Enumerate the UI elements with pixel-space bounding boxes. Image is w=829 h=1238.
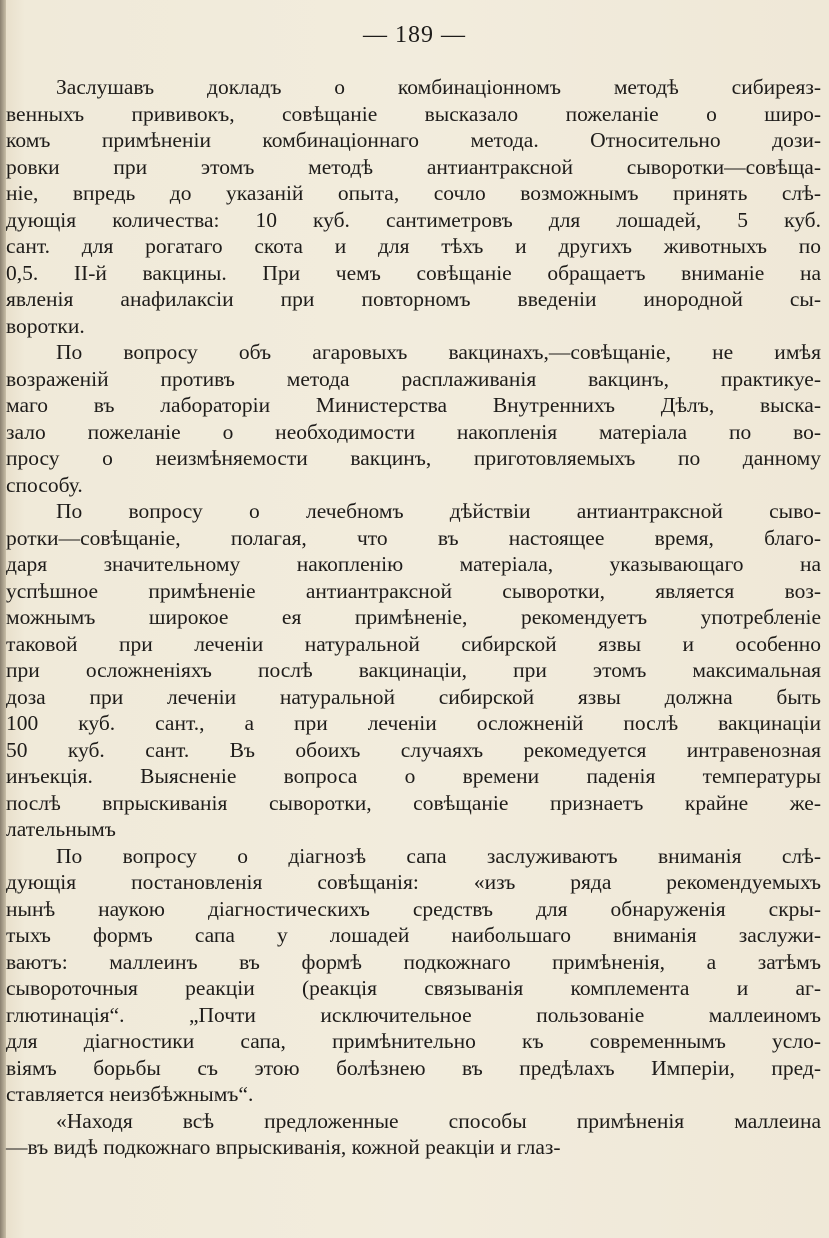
text-line: просу о неизмѣняемости вакцинъ, приготовляемыхъ по данному — [6, 446, 821, 470]
text-line: ніе, впредь до указаній опыта, сочло возможнымъ принять слѣ- — [6, 181, 821, 205]
text-line: дующія количества: 10 куб. сантиметровъ для лошадей, 5 куб. — [6, 207, 821, 232]
text-line: дующія постановленія совѣщанія: «изъ ряда рекомендуемыхъ — [6, 870, 821, 894]
text-line: віямъ борьбы съ этою болѣзнею въ предѣлахъ Имперіи, пред- — [6, 1055, 821, 1080]
text-line: Заслушавъ докладъ о комбинаціонномъ методѣ сибиреяз- — [56, 75, 821, 99]
text-line: венныхъ прививокъ, совѣщаніе высказало пожеланіе о широ- — [6, 101, 821, 126]
text-line: По вопросу о лечебномъ дѣйствіи антиантраксной сыво- — [56, 499, 821, 523]
text-line: явленія анафилаксіи при повторномъ введеніи инородной сы- — [6, 287, 821, 311]
text-line: По вопросу о діагнозѣ сапа заслуживаютъ вниманія слѣ- — [56, 843, 821, 868]
text-line: лательнымъ — [6, 817, 116, 841]
text-line: ротки—совѣщаніе, полагая, что въ настоящее время, благо- — [6, 525, 821, 550]
text-line: комъ примѣненіи комбинаціоннаго метода. Относительно дози- — [6, 128, 821, 152]
text-line: успѣшное примѣненіе антиантраксной сыворотки, является воз- — [6, 578, 821, 603]
text-line: можнымъ широкое ея примѣненіе, рекомендуетъ употребленіе — [6, 605, 821, 629]
body-text — [6, 74, 821, 1161]
text-line: ваютъ: маллеинъ въ формѣ подкожнаго примѣненія, а затѣмъ — [6, 949, 821, 974]
text-line: послѣ впрыскиванія сыворотки, совѣщаніе признаетъ крайне же- — [6, 790, 821, 815]
text-line: при осложненіяхъ послѣ вакцинаціи, при этомъ максимальная — [6, 658, 821, 682]
text-line: инъекція. Выясненіе вопроса о времени паденія температуры — [6, 764, 821, 788]
text-line: 100 куб. сант., а при леченіи осложненій послѣ вакцинаціи — [6, 711, 821, 735]
page-number: — 189 — — [363, 22, 466, 48]
text-line: 50 куб. сант. Въ обоихъ случаяхъ рекомедуется интравенозная — [6, 737, 821, 762]
text-line: способу. — [6, 472, 83, 497]
text-line: сывороточныя реакціи (реакція связыванія комплемента и аг- — [6, 976, 821, 1000]
text-line: даря значительному накопленію матеріала, указывающаго на — [6, 552, 821, 576]
text-line: таковой при леченіи натуральной сибирской язвы и особенно — [6, 631, 821, 656]
text-line: —въ видѣ подкожнаго впрыскиванія, кожной реакціи и глаз- — [6, 1135, 561, 1159]
text-line: возраженій противъ метода расплаживанія вакцинъ, практикуе- — [6, 366, 821, 391]
text-line: тыхъ формъ сапа у лошадей наибольшаго вниманія заслужи- — [6, 923, 821, 947]
text-line: для діагностики сапа, примѣнительно къ современнымъ усло- — [6, 1029, 821, 1053]
text-line: воротки. — [6, 313, 85, 338]
text-line: «Находя всѣ предложенные способы примѣненія маллеина — [56, 1108, 821, 1133]
text-line: По вопросу объ агаровыхъ вакцинахъ,—совѣщаніе, не имѣя — [56, 340, 821, 364]
text-line: доза при леченіи натуральной сибирской язвы должна быть — [6, 684, 821, 709]
text-line: нынѣ наукою діагностическихъ средствъ для обнаруженія скры- — [6, 896, 821, 921]
text-line: ровки при этомъ методѣ антиантраксной сыворотки—совѣща- — [6, 154, 821, 179]
text-line: зало пожеланіе о необходимости накопленія матеріала по во- — [6, 419, 821, 444]
text-line: глютинація“. „Почти исключительное пользованіе маллеиномъ — [6, 1002, 821, 1027]
text-line: маго въ лабораторіи Министерства Внутреннихъ Дѣлъ, выска- — [6, 393, 821, 417]
text-line: сант. для рогатаго скота и для тѣхъ и другихъ животныхъ по — [6, 234, 821, 258]
text-line: ставляется неизбѣжнымъ“. — [6, 1082, 254, 1106]
text-line: 0,5. II-й вакцины. При чемъ совѣщаніе обращаетъ вниманіе на — [6, 260, 821, 285]
